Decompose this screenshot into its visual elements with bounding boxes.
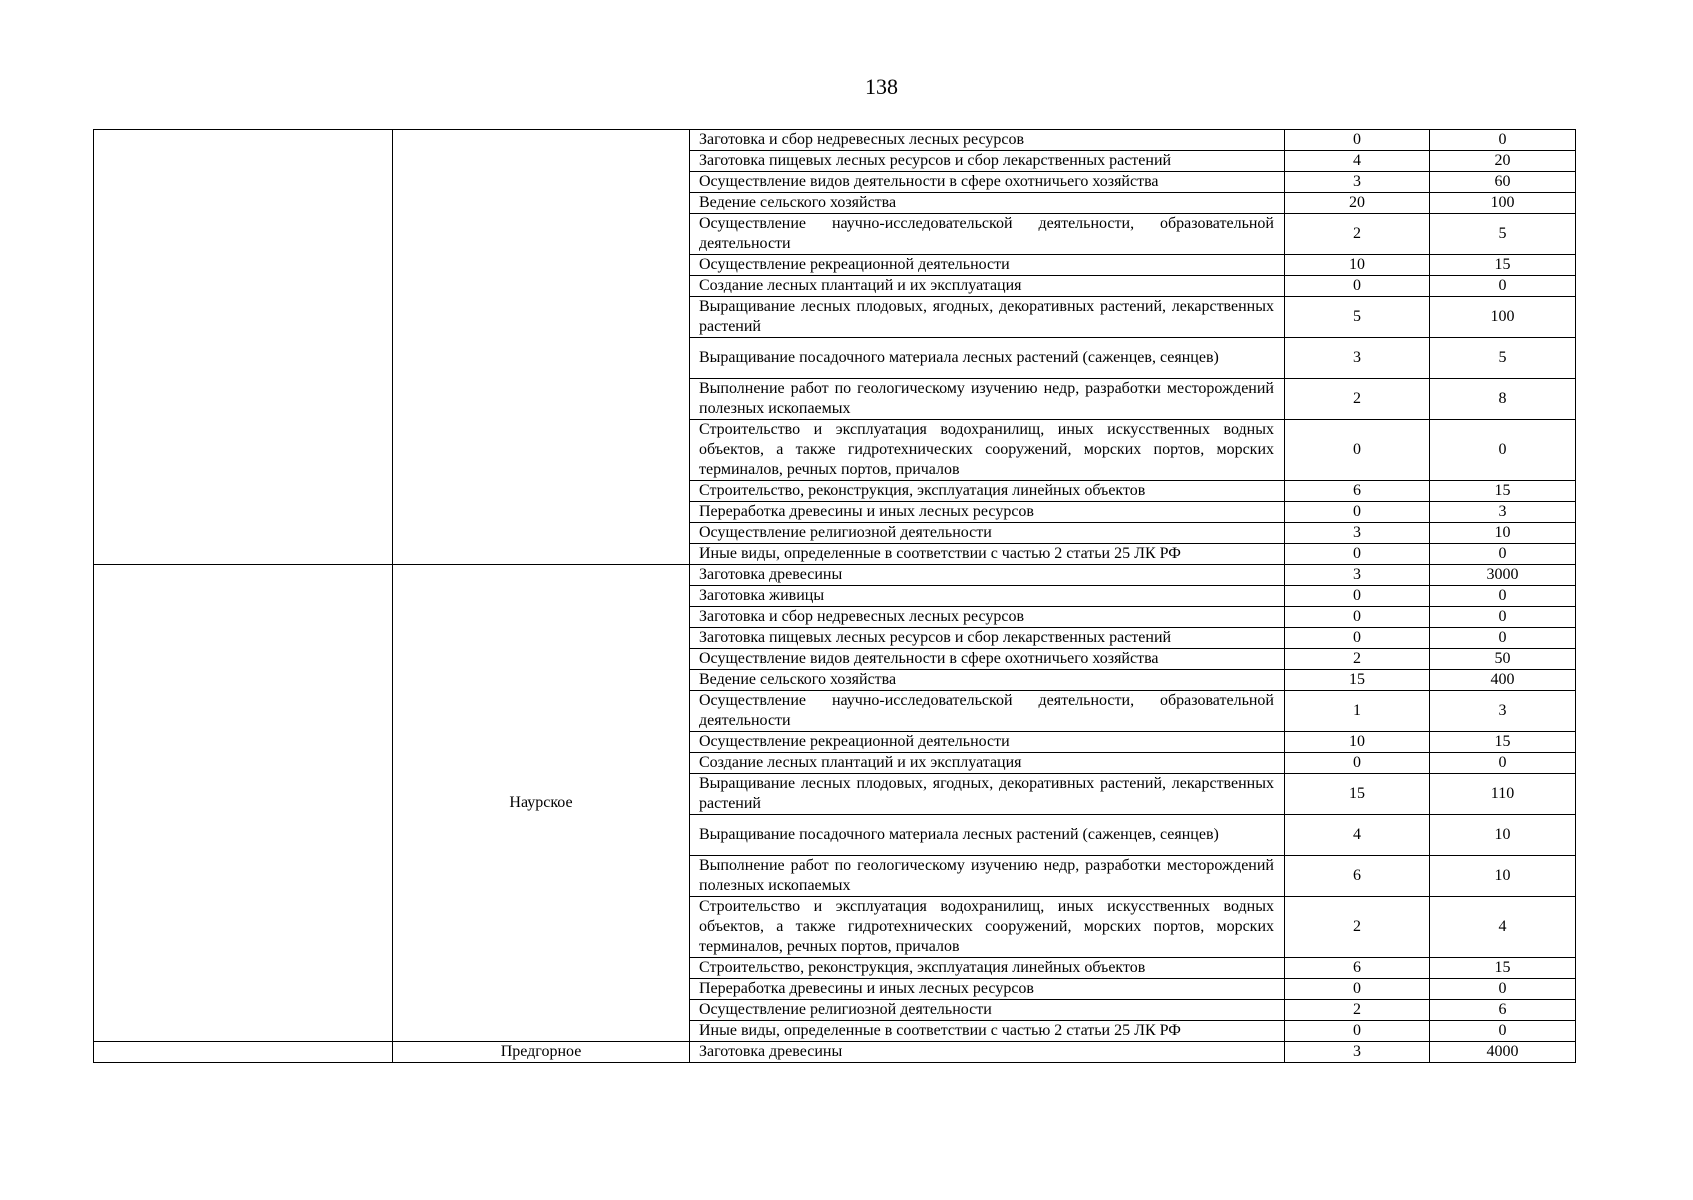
activity-cell: Осуществление видов деятельности в сфере охотничьего хозяйства [690, 172, 1285, 193]
group-cell-forest-district [94, 565, 393, 1042]
activity-cell: Иные виды, определенные в соответствии с частью 2 статьи 25 ЛК РФ [690, 544, 1285, 565]
value-cell-1: 3 [1285, 172, 1430, 193]
value-cell-2: 0 [1430, 420, 1576, 481]
activity-cell: Заготовка древесины [690, 1042, 1285, 1063]
activity-cell: Заготовка пищевых лесных ресурсов и сбор лекарственных растений [690, 151, 1285, 172]
activity-cell: Ведение сельского хозяйства [690, 193, 1285, 214]
value-cell-2: 60 [1430, 172, 1576, 193]
activity-cell: Создание лесных плантаций и их эксплуатация [690, 276, 1285, 297]
value-cell-1: 1 [1285, 691, 1430, 732]
activity-cell: Заготовка и сбор недревесных лесных ресурсов [690, 607, 1285, 628]
value-cell-1: 3 [1285, 565, 1430, 586]
activity-cell: Переработка древесины и иных лесных ресурсов [690, 502, 1285, 523]
value-cell-2: 5 [1430, 214, 1576, 255]
activity-cell: Осуществление религиозной деятельности [690, 523, 1285, 544]
value-cell-1: 6 [1285, 481, 1430, 502]
activity-cell: Строительство, реконструкция, эксплуатация линейных объектов [690, 481, 1285, 502]
value-cell-1: 15 [1285, 774, 1430, 815]
activity-cell: Заготовка и сбор недревесных лесных ресурсов [690, 130, 1285, 151]
value-cell-1: 4 [1285, 151, 1430, 172]
activity-cell: Переработка древесины и иных лесных ресурсов [690, 979, 1285, 1000]
value-cell-1: 2 [1285, 897, 1430, 958]
value-cell-1: 3 [1285, 1042, 1430, 1063]
activity-cell: Выращивание лесных плодовых, ягодных, декоративных растений, лекарственных растений [690, 774, 1285, 815]
value-cell-1: 10 [1285, 255, 1430, 276]
value-cell-1: 3 [1285, 338, 1430, 379]
value-cell-2: 8 [1430, 379, 1576, 420]
activity-cell: Осуществление религиозной деятельности [690, 1000, 1285, 1021]
group-cell-forestry [393, 130, 690, 565]
activity-cell: Осуществление научно-исследовательской деятельности, образовательной деятельности [690, 214, 1285, 255]
value-cell-1: 0 [1285, 586, 1430, 607]
value-cell-1: 0 [1285, 130, 1430, 151]
value-cell-2: 50 [1430, 649, 1576, 670]
value-cell-1: 10 [1285, 732, 1430, 753]
value-cell-2: 0 [1430, 586, 1576, 607]
value-cell-1: 0 [1285, 753, 1430, 774]
value-cell-2: 15 [1430, 958, 1576, 979]
value-cell-2: 3 [1430, 502, 1576, 523]
value-cell-2: 4000 [1430, 1042, 1576, 1063]
value-cell-2: 0 [1430, 979, 1576, 1000]
value-cell-2: 0 [1430, 607, 1576, 628]
group-cell-forestry: Предгорное [393, 1042, 690, 1063]
value-cell-2: 10 [1430, 856, 1576, 897]
activity-cell: Строительство, реконструкция, эксплуатация линейных объектов [690, 958, 1285, 979]
value-cell-1: 6 [1285, 958, 1430, 979]
activity-cell: Выращивание посадочного материала лесных растений (саженцев, сеянцев) [690, 338, 1285, 379]
value-cell-2: 6 [1430, 1000, 1576, 1021]
value-cell-2: 20 [1430, 151, 1576, 172]
value-cell-2: 110 [1430, 774, 1576, 815]
value-cell-2: 3 [1430, 691, 1576, 732]
activity-cell: Заготовка живицы [690, 586, 1285, 607]
activity-cell: Создание лесных плантаций и их эксплуатация [690, 753, 1285, 774]
group-cell-forest-district [94, 1042, 393, 1063]
table-row [94, 1042, 1576, 1063]
group-cell-forest-district [94, 130, 393, 565]
value-cell-1: 2 [1285, 379, 1430, 420]
activity-cell: Строительство и эксплуатация водохранилищ, иных искусственных водных объектов, а также гидротехнических сооружений, морских портов, морских терминалов, речных портов, причалов [690, 420, 1285, 481]
activity-cell: Заготовка пищевых лесных ресурсов и сбор лекарственных растений [690, 628, 1285, 649]
value-cell-2: 0 [1430, 544, 1576, 565]
value-cell-2: 100 [1430, 193, 1576, 214]
page-number: 138 [865, 74, 898, 99]
activity-cell: Заготовка древесины [690, 565, 1285, 586]
group-cell-forestry: Наурское [393, 565, 690, 1042]
value-cell-1: 2 [1285, 649, 1430, 670]
activity-cell: Выращивание лесных плодовых, ягодных, декоративных растений, лекарственных растений [690, 297, 1285, 338]
value-cell-1: 3 [1285, 523, 1430, 544]
value-cell-2: 15 [1430, 481, 1576, 502]
value-cell-2: 5 [1430, 338, 1576, 379]
value-cell-2: 15 [1430, 255, 1576, 276]
activity-cell: Ведение сельского хозяйства [690, 670, 1285, 691]
value-cell-1: 0 [1285, 276, 1430, 297]
value-cell-1: 6 [1285, 856, 1430, 897]
value-cell-1: 0 [1285, 628, 1430, 649]
value-cell-2: 0 [1430, 1021, 1576, 1042]
table-row [94, 130, 1576, 151]
value-cell-2: 4 [1430, 897, 1576, 958]
value-cell-1: 2 [1285, 1000, 1430, 1021]
forest-use-table [93, 129, 1576, 1063]
activity-cell: Осуществление рекреационной деятельности [690, 732, 1285, 753]
value-cell-1: 0 [1285, 420, 1430, 481]
value-cell-1: 15 [1285, 670, 1430, 691]
value-cell-2: 3000 [1430, 565, 1576, 586]
value-cell-2: 15 [1430, 732, 1576, 753]
table-body [94, 130, 1576, 1063]
table-row [94, 565, 1576, 586]
value-cell-2: 0 [1430, 130, 1576, 151]
activity-cell: Иные виды, определенные в соответствии с частью 2 статьи 25 ЛК РФ [690, 1021, 1285, 1042]
value-cell-1: 0 [1285, 544, 1430, 565]
value-cell-2: 100 [1430, 297, 1576, 338]
activity-cell: Выполнение работ по геологическому изучению недр, разработки месторождений полезных ископаемых [690, 856, 1285, 897]
value-cell-2: 10 [1430, 815, 1576, 856]
activity-cell: Осуществление научно-исследовательской деятельности, образовательной деятельности [690, 691, 1285, 732]
activity-cell: Строительство и эксплуатация водохранилищ, иных искусственных водных объектов, а также гидротехнических сооружений, морских портов, морских терминалов, речных портов, причалов [690, 897, 1285, 958]
value-cell-1: 0 [1285, 1021, 1430, 1042]
value-cell-1: 0 [1285, 979, 1430, 1000]
value-cell-2: 0 [1430, 628, 1576, 649]
value-cell-2: 10 [1430, 523, 1576, 544]
value-cell-1: 2 [1285, 214, 1430, 255]
value-cell-1: 20 [1285, 193, 1430, 214]
value-cell-1: 4 [1285, 815, 1430, 856]
value-cell-1: 0 [1285, 502, 1430, 523]
activity-cell: Осуществление видов деятельности в сфере охотничьего хозяйства [690, 649, 1285, 670]
activity-cell: Выращивание посадочного материала лесных растений (саженцев, сеянцев) [690, 815, 1285, 856]
activity-cell: Осуществление рекреационной деятельности [690, 255, 1285, 276]
value-cell-2: 0 [1430, 753, 1576, 774]
value-cell-2: 0 [1430, 276, 1576, 297]
value-cell-2: 400 [1430, 670, 1576, 691]
value-cell-1: 5 [1285, 297, 1430, 338]
activity-cell: Выполнение работ по геологическому изучению недр, разработки месторождений полезных ископаемых [690, 379, 1285, 420]
value-cell-1: 0 [1285, 607, 1430, 628]
